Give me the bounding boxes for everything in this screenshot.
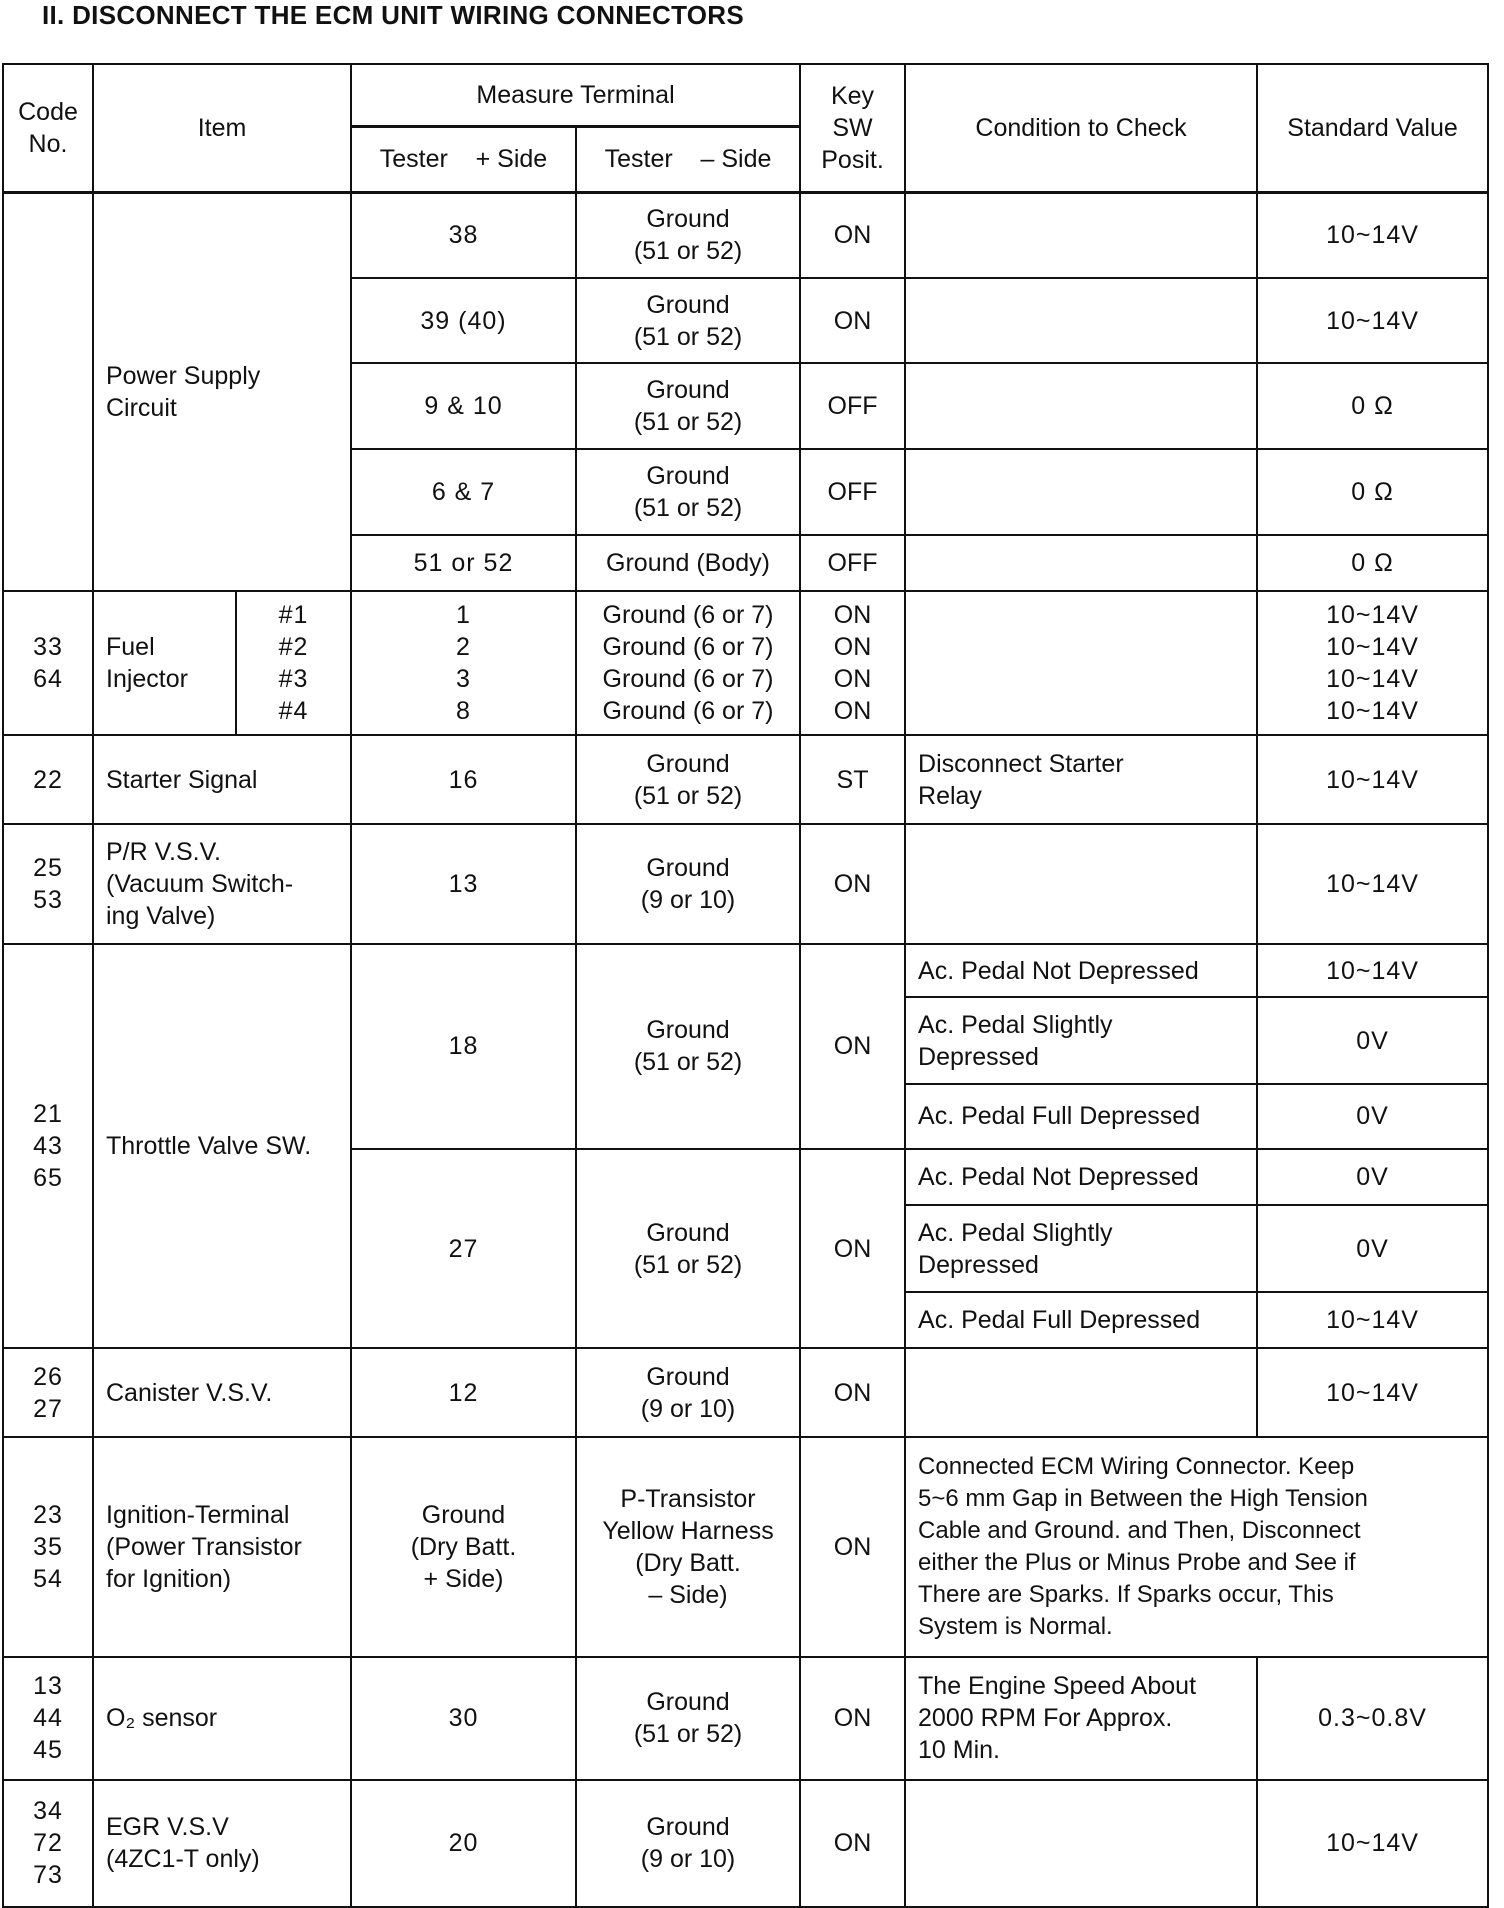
tester-plus-cell: 39 (40) xyxy=(351,278,576,364)
tester-plus-cell: 1 2 3 8 xyxy=(351,591,576,735)
condition-cell xyxy=(905,535,1257,591)
condition-cell xyxy=(905,278,1257,364)
condition-cell: Connected ECM Wiring Connector. Keep 5~6 mm Gap in Between the High Tension Cable and Ground. and Then, Disconnect either the Plus or Minus Probe and See if There are Sparks. If Sparks occur, This System is Normal. xyxy=(905,1437,1488,1657)
injector-number-cell: #1 #2 #3 #4 xyxy=(236,591,351,735)
tester-minus-cell: Ground (51 or 52) xyxy=(576,278,800,364)
key-cell: ON xyxy=(800,1657,905,1780)
tester-minus-cell: Ground (9 or 10) xyxy=(576,824,800,944)
condition-cell: Ac. Pedal Slightly Depressed xyxy=(905,997,1257,1084)
condition-cell xyxy=(905,192,1257,278)
item-cell: Canister V.S.V. xyxy=(93,1348,351,1437)
code-cell: 22 xyxy=(3,735,93,824)
tester-plus-cell: 51 or 52 xyxy=(351,535,576,591)
standard-cell: 10~14V 10~14V 10~14V 10~14V xyxy=(1257,591,1488,735)
condition-cell xyxy=(905,449,1257,535)
table-row xyxy=(3,591,1488,735)
item-cell: Throttle Valve SW. xyxy=(93,944,351,1348)
tester-minus-cell: Ground (9 or 10) xyxy=(576,1780,800,1907)
code-cell: 21 43 65 xyxy=(3,944,93,1348)
condition-cell: The Engine Speed About 2000 RPM For Approx. 10 Min. xyxy=(905,1657,1257,1780)
condition-cell: Ac. Pedal Full Depressed xyxy=(905,1084,1257,1149)
standard-cell: 0V xyxy=(1257,997,1488,1084)
item-cell: Power Supply Circuit xyxy=(93,192,351,591)
key-cell: ON xyxy=(800,192,905,278)
header-tester-plus: Tester + Side xyxy=(351,126,576,192)
standard-cell: 10~14V xyxy=(1257,735,1488,824)
condition-cell xyxy=(905,824,1257,944)
standard-cell: 10~14V xyxy=(1257,192,1488,278)
condition-cell xyxy=(905,1348,1257,1437)
table-row xyxy=(3,1780,1488,1907)
key-cell: ON xyxy=(800,824,905,944)
tester-minus-cell: P-Transistor Yellow Harness (Dry Batt. – Side) xyxy=(576,1437,800,1657)
tester-plus-cell: 18 xyxy=(351,944,576,1149)
key-cell: ON ON ON ON xyxy=(800,591,905,735)
tester-plus-cell: Ground (Dry Batt. + Side) xyxy=(351,1437,576,1657)
header-row-1 xyxy=(3,64,1488,126)
key-cell: ON xyxy=(800,278,905,364)
tester-minus-cell: Ground (6 or 7) Ground (6 or 7) Ground (6 or 7) Ground (6 or 7) xyxy=(576,591,800,735)
key-cell: ON xyxy=(800,1348,905,1437)
key-cell: OFF xyxy=(800,449,905,535)
standard-cell: 0V xyxy=(1257,1149,1488,1205)
standard-cell: 10~14V xyxy=(1257,824,1488,944)
standard-cell: 10~14V xyxy=(1257,1292,1488,1348)
condition-cell xyxy=(905,591,1257,735)
code-cell: 34 72 73 xyxy=(3,1780,93,1907)
standard-cell: 0V xyxy=(1257,1205,1488,1292)
header-item: Item xyxy=(93,64,351,192)
table-row xyxy=(3,1348,1488,1437)
item-cell: EGR V.S.V (4ZC1-T only) xyxy=(93,1780,351,1907)
condition-cell xyxy=(905,363,1257,449)
table-row xyxy=(3,1657,1488,1780)
header-code: Code No. xyxy=(3,64,93,192)
tester-minus-cell: Ground (51 or 52) xyxy=(576,363,800,449)
standard-cell: 0 Ω xyxy=(1257,363,1488,449)
code-cell: 26 27 xyxy=(3,1348,93,1437)
tester-minus-cell: Ground (51 or 52) xyxy=(576,1149,800,1349)
standard-cell: 0 Ω xyxy=(1257,449,1488,535)
table-row xyxy=(3,192,1488,278)
standard-cell: 0 Ω xyxy=(1257,535,1488,591)
tester-plus-cell: 30 xyxy=(351,1657,576,1780)
code-cell xyxy=(3,192,93,591)
header-tester-minus: Tester – Side xyxy=(576,126,800,192)
item-cell: Fuel Injector xyxy=(93,591,236,735)
code-cell: 33 64 xyxy=(3,591,93,735)
tester-plus-cell: 38 xyxy=(351,192,576,278)
table-row xyxy=(3,1437,1488,1657)
standard-cell: 0V xyxy=(1257,1084,1488,1149)
condition-cell xyxy=(905,1780,1257,1907)
tester-plus-cell: 6 & 7 xyxy=(351,449,576,535)
tester-minus-cell: Ground (51 or 52) xyxy=(576,449,800,535)
tester-plus-cell: 13 xyxy=(351,824,576,944)
header-measure-terminal: Measure Terminal xyxy=(351,64,800,126)
tester-plus-cell: 16 xyxy=(351,735,576,824)
standard-cell: 10~14V xyxy=(1257,278,1488,364)
condition-cell: Disconnect Starter Relay xyxy=(905,735,1257,824)
ecm-connector-table xyxy=(2,63,1489,1908)
standard-cell: 10~14V xyxy=(1257,944,1488,997)
key-cell: OFF xyxy=(800,363,905,449)
condition-cell: Ac. Pedal Slightly Depressed xyxy=(905,1205,1257,1292)
table-row xyxy=(3,824,1488,944)
item-cell: P/R V.S.V. (Vacuum Switch- ing Valve) xyxy=(93,824,351,944)
standard-cell: 10~14V xyxy=(1257,1348,1488,1437)
key-cell: ON xyxy=(800,1780,905,1907)
tester-minus-cell: Ground (51 or 52) xyxy=(576,192,800,278)
condition-cell: Ac. Pedal Not Depressed xyxy=(905,944,1257,997)
page-title: II. DISCONNECT THE ECM UNIT WIRING CONNECTORS xyxy=(42,0,745,30)
item-cell: Starter Signal xyxy=(93,735,351,824)
tester-minus-cell: Ground (51 or 52) xyxy=(576,735,800,824)
tester-minus-cell: Ground (51 or 52) xyxy=(576,944,800,1149)
key-cell: ST xyxy=(800,735,905,824)
code-cell: 23 35 54 xyxy=(3,1437,93,1657)
tester-minus-cell: Ground (9 or 10) xyxy=(576,1348,800,1437)
item-cell: Ignition-Terminal (Power Transistor for Ignition) xyxy=(93,1437,351,1657)
tester-plus-cell: 9 & 10 xyxy=(351,363,576,449)
tester-plus-cell: 27 xyxy=(351,1149,576,1349)
header-standard: Standard Value xyxy=(1257,64,1488,192)
code-cell: 13 44 45 xyxy=(3,1657,93,1780)
tester-minus-cell: Ground (Body) xyxy=(576,535,800,591)
key-cell: ON xyxy=(800,1437,905,1657)
standard-cell: 0.3~0.8V xyxy=(1257,1657,1488,1780)
condition-cell: Ac. Pedal Not Depressed xyxy=(905,1149,1257,1205)
key-cell: ON xyxy=(800,1149,905,1349)
condition-cell: Ac. Pedal Full Depressed xyxy=(905,1292,1257,1348)
tester-plus-cell: 20 xyxy=(351,1780,576,1907)
standard-cell: 10~14V xyxy=(1257,1780,1488,1907)
item-cell: O₂ sensor xyxy=(93,1657,351,1780)
key-cell: ON xyxy=(800,944,905,1149)
table-row xyxy=(3,735,1488,824)
header-key-sw: Key SW Posit. xyxy=(800,64,905,192)
header-condition: Condition to Check xyxy=(905,64,1257,192)
key-cell: OFF xyxy=(800,535,905,591)
table-row xyxy=(3,944,1488,997)
tester-plus-cell: 12 xyxy=(351,1348,576,1437)
tester-minus-cell: Ground (51 or 52) xyxy=(576,1657,800,1780)
code-cell: 25 53 xyxy=(3,824,93,944)
